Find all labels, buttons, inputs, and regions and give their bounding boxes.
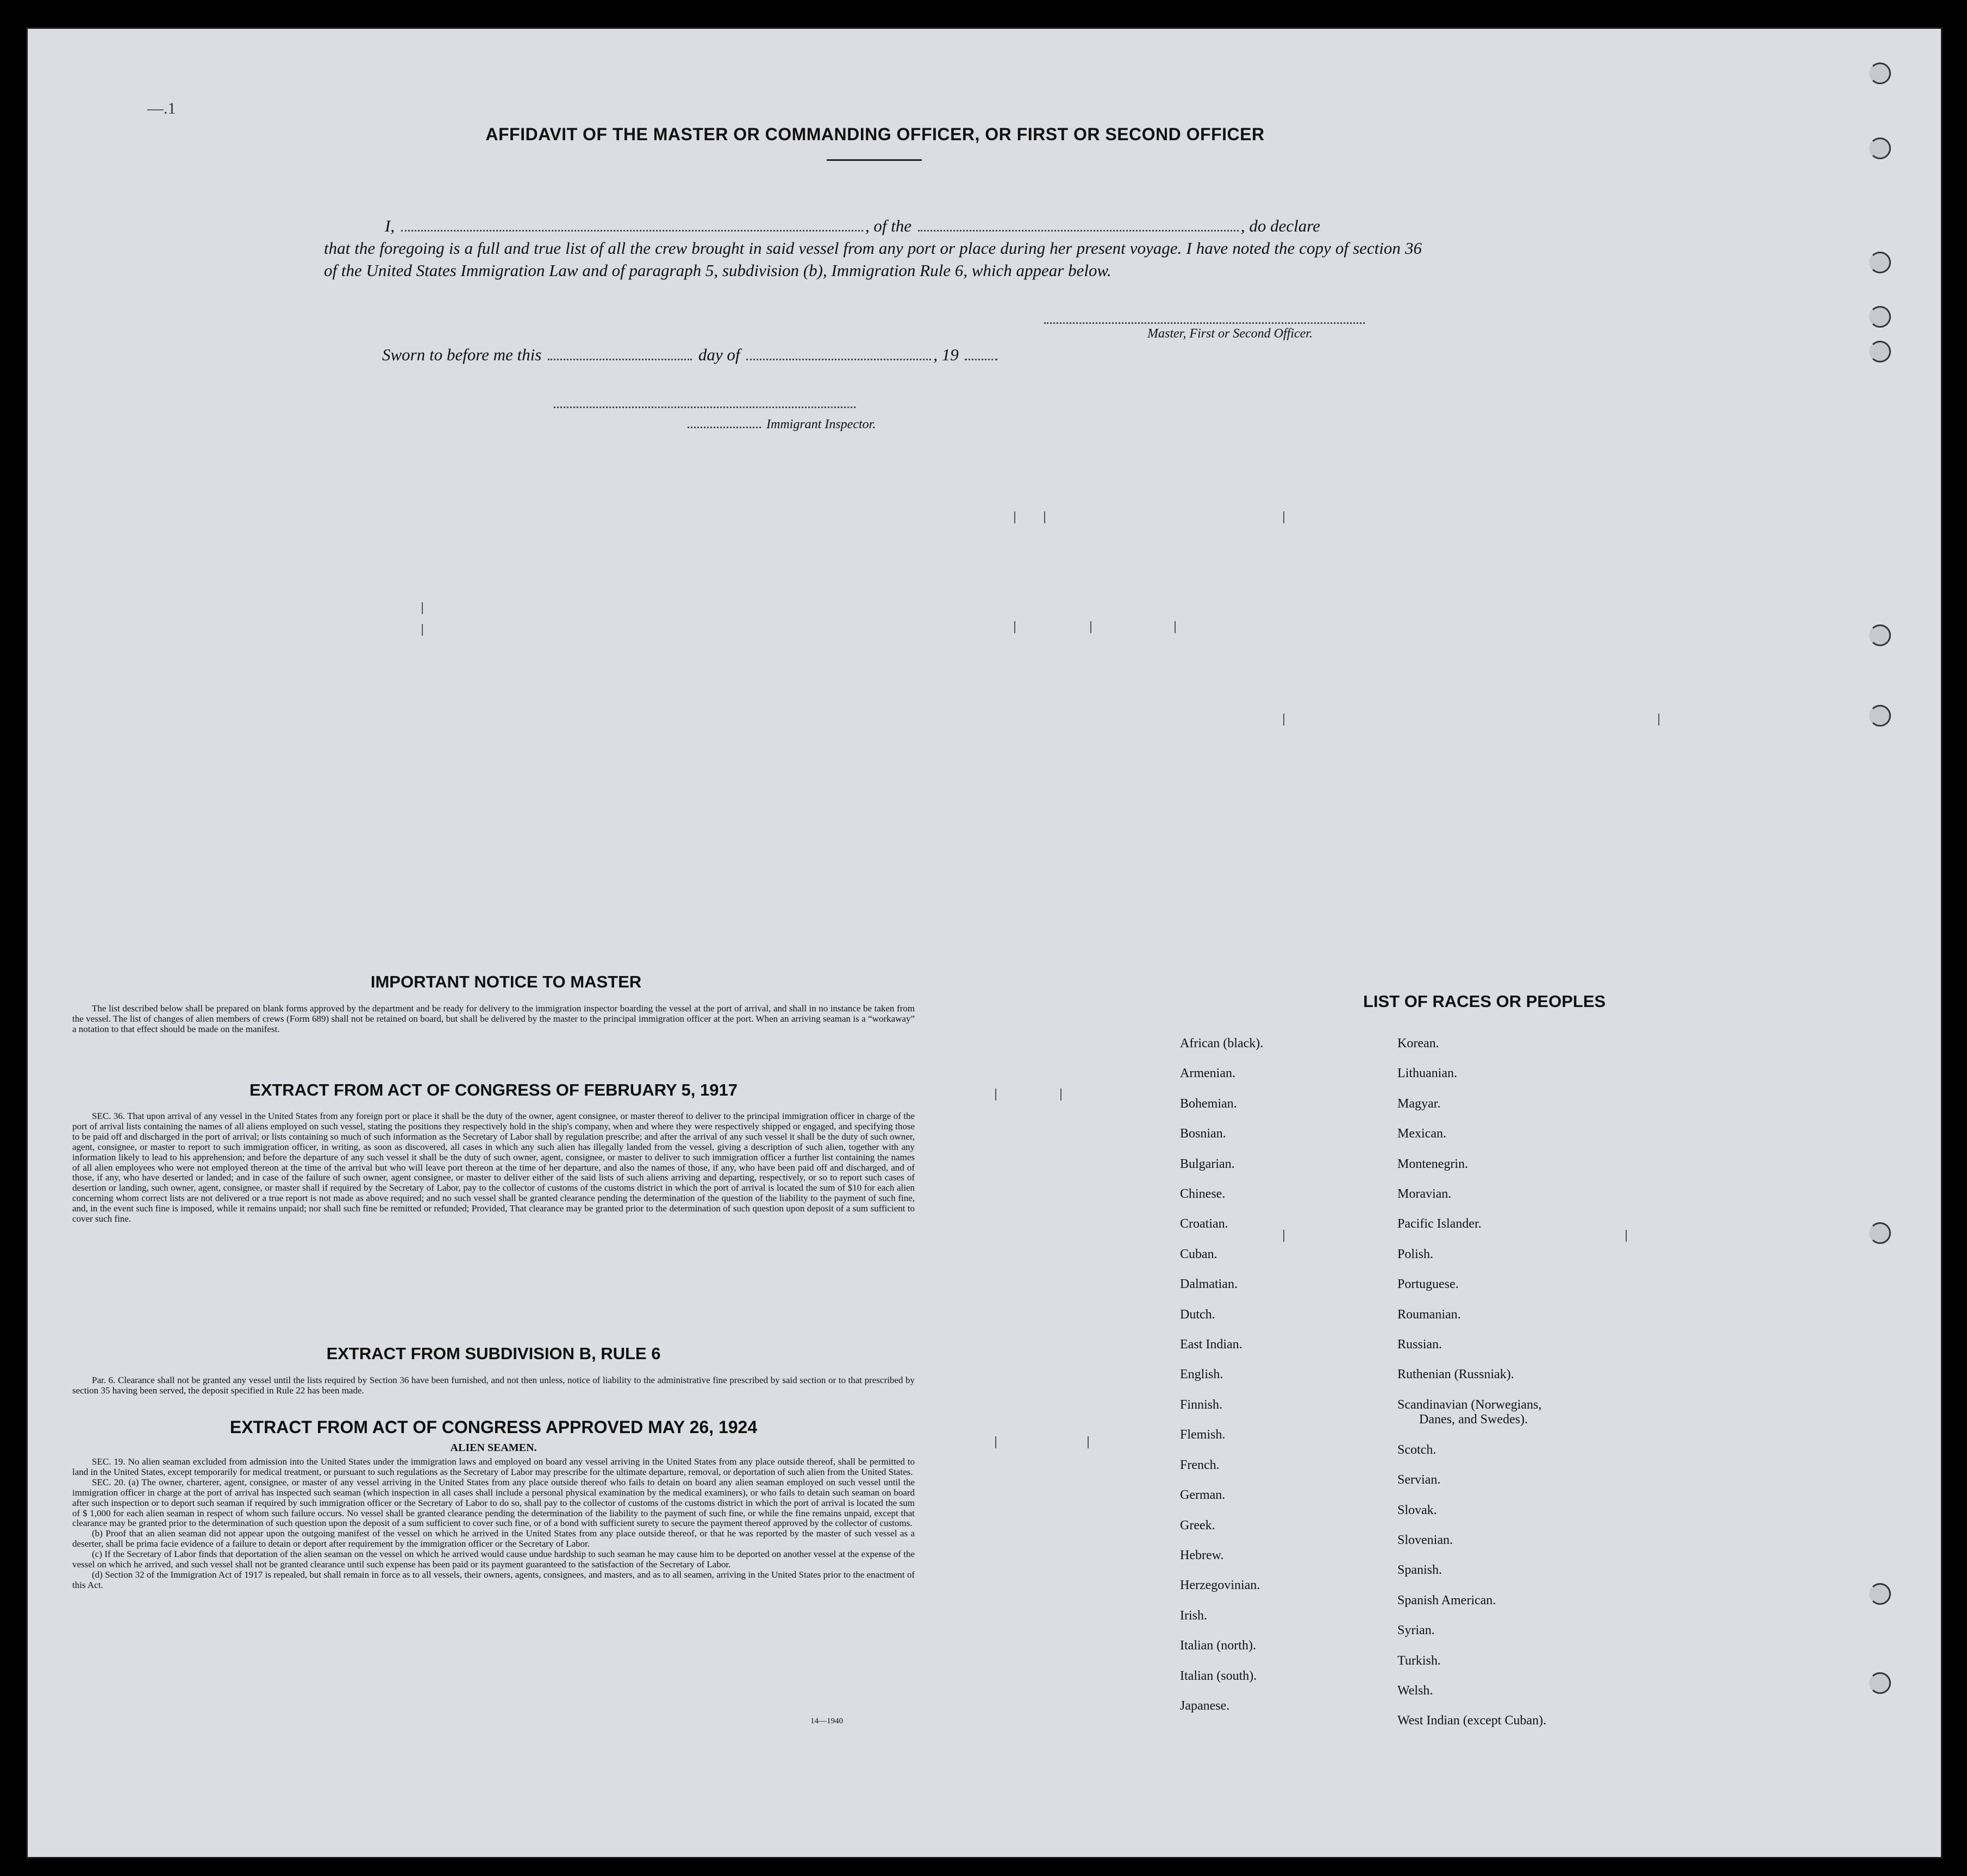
notice-text	[72, 1004, 915, 1035]
race-item: African (black).	[1180, 1036, 1264, 1050]
race-item: Montenegrin.	[1397, 1156, 1468, 1171]
race-item: Herzegovinian.	[1180, 1578, 1260, 1593]
inspector-signature-line[interactable]	[554, 407, 856, 408]
extract-1924-heading: EXTRACT FROM ACT OF CONGRESS APPROVED MAY 26, 1924	[229, 1417, 758, 1437]
show-through-mark	[1626, 1230, 1627, 1242]
document-sheet	[26, 27, 1943, 1859]
race-item: Servian.	[1397, 1473, 1441, 1487]
master-signature-line[interactable]	[1044, 322, 1365, 324]
extract-1917-text	[72, 1111, 915, 1224]
race-item: Scandinavian (Norwegians,	[1397, 1397, 1542, 1412]
race-item: Armenian.	[1180, 1066, 1235, 1081]
race-item: Slovak.	[1397, 1503, 1437, 1517]
alien-seamen-subheading: ALIEN SEAMEN.	[450, 1442, 537, 1454]
show-through-mark	[1283, 511, 1284, 523]
show-through-mark	[1060, 1089, 1061, 1100]
rule6-heading: EXTRACT FROM SUBDIVISION B, RULE 6	[326, 1344, 661, 1363]
binder-hole-icon	[1869, 252, 1891, 273]
race-item: Chinese.	[1180, 1187, 1226, 1202]
binder-hole-icon	[1869, 624, 1891, 646]
sworn-line	[382, 345, 1000, 365]
binder-hole-icon	[1869, 62, 1891, 84]
show-through-mark	[1090, 621, 1091, 633]
race-item: Japanese.	[1180, 1698, 1230, 1713]
extract-1924-text	[72, 1457, 915, 1591]
race-item: Polish.	[1397, 1247, 1434, 1261]
sec-20a-paragraph: SEC. 20. (a) The owner, charterer, agent, consignee, or master of any vessel arriving in the United States from any place outside thereof who fails to detain on board any alien seaman employed on such vessel until the immigration officer in charge at the port of arrival has inspected such seaman (which inspection in all cases shall include a personal physical examination by the medical examiners), or who fails to detain such seaman on board after such inspection or to deport such seaman if required by such immigration officer or the Secretary of Labor to do so, shall pay to the collector of customs of the customs district in which the port of arrival is located the sum of $ 1,000 for each alien seaman in respect of whom such failure occurs. No vessel shall be granted clearance pending the determination of the liability to the payment of such fine, or while the fine remains unpaid, except that clearance may be granted prior to the determination of such question upon the deposit of a sum sufficient to cover such fine, or of a bond with sufficient surety to secure the payment thereof approved by the collector of customs.	[72, 1477, 915, 1529]
binder-hole-icon	[1869, 705, 1891, 727]
name-field[interactable]	[401, 230, 863, 232]
race-item: West Indian (except Cuban).	[1397, 1714, 1546, 1728]
notice-paragraph: The list described below shall be prepared on blank forms approved by the department and be ready for delivery to the immigration inspector boarding the vessel at the port of arrival, and shall in no instance be taken from the vessel. The list of changes of alien members of crews (Form 689) shall not be retained on board, but shall be delivered by the master to the principal immigration officer at the port. When an arriving seaman is a “workaway” a notation to that effect should be made on the manifest.	[72, 1003, 915, 1034]
day-of-label: day of	[698, 345, 740, 364]
race-item: Syrian.	[1397, 1623, 1435, 1638]
race-item: Dutch.	[1180, 1307, 1215, 1322]
show-through-mark	[1283, 1230, 1284, 1242]
race-item: Bulgarian.	[1180, 1156, 1235, 1171]
affidavit-body: that the foregoing is a full and true list of all the crew brought in said vessel from any port or place during her present voyage. I have noted the copy of section 36 of the United States Immigration Law and of paragraph 5, subdivision (b), Immigration Rule 6, which appear below.	[324, 239, 1422, 280]
race-item: Croatian.	[1180, 1217, 1228, 1231]
race-item: Spanish American.	[1397, 1593, 1496, 1608]
master-signature-label: Master, First or Second Officer.	[1147, 327, 1313, 341]
do-declare-label: , do declare	[1240, 216, 1320, 235]
race-item: Italian (south).	[1180, 1668, 1257, 1683]
declaration-line	[324, 215, 1422, 237]
show-through-mark	[1014, 511, 1015, 523]
title-underline	[827, 159, 922, 161]
race-item: English.	[1180, 1367, 1223, 1382]
race-item: Spanish.	[1397, 1563, 1443, 1578]
race-item: Cuban.	[1180, 1247, 1217, 1261]
race-item: Slovenian.	[1397, 1533, 1453, 1547]
sworn-day-field[interactable]	[548, 359, 692, 360]
race-item: Portuguese.	[1397, 1277, 1459, 1292]
race-item: Mexican.	[1397, 1127, 1446, 1141]
race-item: Roumanian.	[1397, 1307, 1461, 1322]
year-label: , 19	[933, 345, 959, 364]
show-through-mark	[1658, 714, 1659, 726]
race-item: East Indian.	[1180, 1337, 1242, 1352]
show-through-mark	[1044, 511, 1045, 523]
race-item: Danes, and Swedes).	[1419, 1412, 1528, 1427]
show-through-mark	[1088, 1436, 1089, 1448]
show-through-mark	[1175, 621, 1176, 633]
binder-hole-icon	[1869, 306, 1891, 328]
notice-heading: IMPORTANT NOTICE TO MASTER	[370, 972, 642, 991]
sworn-year-field[interactable]	[965, 359, 997, 360]
form-number: 14—1940	[810, 1717, 843, 1725]
sec-20d-paragraph: (d) Section 32 of the Immigration Act of 1917 is repealed, but shall remain in force as to all vessels, their owners, agents, consignees, and masters, and as to all seamen, arriving in the United States prior to the enactment of this Act.	[72, 1569, 915, 1590]
show-through-mark	[995, 1436, 996, 1448]
inspector-text: Immigrant Inspector.	[766, 417, 876, 432]
extract-1917-heading: EXTRACT FROM ACT OF CONGRESS OF FEBRUARY 5, 1917	[249, 1080, 738, 1099]
rule6-text	[72, 1375, 915, 1396]
race-item: Russian.	[1397, 1337, 1443, 1352]
affidavit-paragraph	[324, 215, 1422, 282]
binder-hole-icon	[1869, 137, 1891, 159]
race-item: Dalmatian.	[1180, 1277, 1238, 1292]
race-item: Pacific Islander.	[1397, 1217, 1482, 1231]
binder-hole-icon	[1869, 1222, 1891, 1244]
show-through-mark	[995, 1089, 996, 1100]
race-item: Hebrew.	[1180, 1548, 1224, 1562]
race-item: Ruthenian (Russniak).	[1397, 1367, 1514, 1382]
binder-hole-icon	[1869, 341, 1891, 362]
race-item: Scotch.	[1397, 1442, 1437, 1457]
binder-hole-icon	[1869, 1672, 1891, 1694]
race-item: Bosnian.	[1180, 1127, 1226, 1141]
show-through-mark	[1014, 621, 1015, 633]
affidavit-title: AFFIDAVIT OF THE MASTER OR COMMANDING OFFICER, OR FIRST OR SECOND OFFICER	[485, 124, 1265, 144]
sec-20b-paragraph: (b) Proof that an alien seaman did not appear upon the outgoing manifest of the vessel on which he arrived in the United States from any place outside thereof, or that he was reported by the master of such vessel as a deserter, shall be prima facie evidence of a failure to detain or deport after requirement by the immigration officer or the Secretary of Labor.	[72, 1528, 915, 1549]
sec-19-paragraph: SEC. 19. No alien seaman excluded from admission into the United States under the immigration laws and employed on board any vessel arriving in the United States from any place outside thereof, shall be permitted to land in the United States, except temporarily for medical treatment, or pursuant to such regulations as the Secretary of Labor may prescribe for the ultimate departure, removal, or deportation of such alien from the United States.	[72, 1456, 915, 1477]
race-item: Magyar.	[1397, 1096, 1441, 1111]
race-item: Flemish.	[1180, 1428, 1226, 1442]
race-item: French.	[1180, 1458, 1220, 1472]
sworn-month-field[interactable]	[746, 359, 931, 360]
race-item: Lithuanian.	[1397, 1066, 1457, 1081]
sworn-label: Sworn to before me this	[382, 345, 542, 364]
show-through-mark	[422, 602, 423, 614]
race-item: Greek.	[1180, 1518, 1215, 1533]
i-label: I,	[385, 216, 395, 235]
inspector-label	[685, 417, 876, 432]
corner-mark: —.1	[147, 99, 176, 117]
sec-20c-paragraph: (c) If the Secretary of Labor finds that deportation of the alien seaman on the vessel on which he arrived would cause undue hardship to such seaman he may cause him to be deported on another vessel at the expense of the vessel on which he arrived, and such vessel shall not be granted clearance until such expense has been paid or its payment guaranteed to the satisfaction of the Secretary of Labor.	[72, 1549, 915, 1570]
race-item: Bohemian.	[1180, 1096, 1237, 1111]
races-right-column	[1397, 1029, 1546, 1736]
inspector-dots	[688, 427, 761, 428]
extract-1917-paragraph: SEC. 36. That upon arrival of any vessel in the United States from any foreign port or place it shall be the duty of the owner, agent consignee, or master thereof to deliver to the principal immigration officer in charge of the port of arrival lists containing the names of all aliens employed on such vessel, stating the positions they respectively hold in the ship's company, when and where they were respectively shipped or engaged, and specifying those to be paid off and discharged in the port of arrival; or lists containing so much of such information as the Secretary of Labor shall by regulation prescribe; and after the arrival of any such vessel it shall be the duty of such owner, agent, consignee, or master to report to such immigration officer, in writing, as soon as discovered, all cases in which any such alien has illegally landed from the vessel, giving a description of such alien, together with any information likely to lead to his apprehension; and before the departure of any such vessel it shall be the duty of such owner, agent, consignee, or master to deliver to such immigration officer a further list containing the names of all alien employees who were not employed thereon at the time of the arrival but who will leave port thereon at the time of her departure, and also the names of those, if any, who have been paid off and discharged, and of those, if any, who have deserted or landed; and in case of the failure of such owner, agent consignee, or master to deliver either of the said lists of such aliens arriving and departing, respectively, or so to report such cases of desertion or landing, such owner, agent, consignee, or master shall if required by the Secretary of Labor, pay to the collector of customs of the customs district in which the port of arrival is located the sum of $10 for each alien concerning whom correct lists are not delivered or a true report is not made as above required; and no such vessel shall be granted clearance pending the determination of the question of the liability to the payment of such fine, and, in the event such fine is imposed, while it remains unpaid; nor shall such fine be remitted or refunded; Provided, That clearance may be granted prior to the determination of such question upon deposit of a sum sufficient to cover such fine.	[72, 1111, 915, 1224]
binder-hole-icon	[1869, 1583, 1891, 1605]
show-through-mark	[422, 624, 423, 636]
race-item: Moravian.	[1397, 1187, 1452, 1202]
race-item: Korean.	[1397, 1036, 1439, 1050]
rule6-paragraph: Par. 6. Clearance shall not be granted any vessel until the lists required by Section 36 have been furnished, and not then unless, notice of liability to the administrative fine prescribed by said section or to that prescribed by section 35 having been served, the deposit specified in Rule 22 has been made.	[72, 1375, 915, 1396]
races-heading: LIST OF RACES OR PEOPLES	[1363, 992, 1606, 1011]
race-item: German.	[1180, 1488, 1226, 1503]
race-item: Finnish.	[1180, 1397, 1223, 1412]
race-item: Welsh.	[1397, 1683, 1433, 1698]
of-the-label: , of the	[865, 216, 912, 235]
races-left-column	[1180, 1029, 1263, 1721]
race-item: Irish.	[1180, 1608, 1207, 1623]
race-item: Italian (north).	[1180, 1639, 1256, 1653]
show-through-mark	[1283, 714, 1284, 726]
race-item: Turkish.	[1397, 1653, 1441, 1668]
vessel-field[interactable]	[918, 230, 1239, 232]
